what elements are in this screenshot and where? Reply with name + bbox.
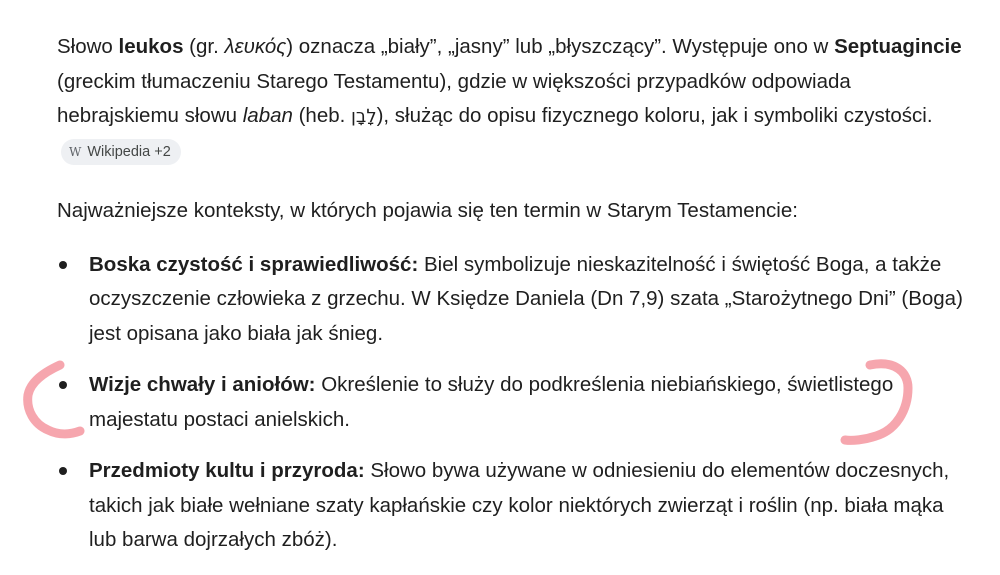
contexts-list: [57, 248, 967, 558]
intro-text-5: (heb.: [292, 104, 352, 127]
intro-text-1: Słowo: [57, 35, 119, 58]
contexts-intro: Najważniejsze konteksty, w których pojawia się ten termin w Starym Testamencie:: [57, 199, 798, 222]
list-item: [57, 454, 967, 558]
intro-text-2: (gr.: [183, 35, 225, 58]
bullet-icon: [59, 381, 67, 389]
intro-text-6: ), służąc do opisu fizycznego koloru, jak i symboliki czystości.: [376, 104, 933, 127]
source-chip-label: Wikipedia +2: [87, 143, 171, 160]
list-item: [57, 368, 967, 437]
list-item-text: Biel symbolizuje nieskazitelność i świętość Boga, a także oczyszczenie człowieka z grzechu. W Księdze Daniela (Dn 7,9) szata „Starożytnego Dni” (Boga) jest opisana jako biała jak śnieg.: [89, 252, 963, 345]
hebrew-word: לָבָן: [351, 106, 377, 127]
list-item-text: Słowo bywa używane w odniesieniu do elementów doczesnych, takich jak białe wełniane szaty kapłańskie czy kolor niektórych zwierząt i roślin (np. biała mąka lub barwa dojrzałych zbóż).: [89, 459, 950, 551]
intro-text-4: (greckim tłumaczeniu Starego Testamentu), gdzie w większości przypadków odpowiada hebrajskiemu słowu: [57, 69, 851, 127]
greek-word: λευκός: [224, 35, 287, 58]
source-chip-wikipedia[interactable]: [61, 139, 181, 165]
list-item-title: Boska czystość i sprawiedliwość:: [89, 252, 419, 276]
wikipedia-icon: W: [69, 144, 82, 159]
term-laban: laban: [242, 104, 293, 127]
list-item-text: Określenie to służy do podkreślenia niebiańskiego, świetlistego majestatu postaci anielskich.: [89, 373, 894, 431]
list-item: [57, 248, 967, 352]
response-body: [57, 30, 967, 575]
intro-paragraph: [57, 30, 967, 169]
list-item-title: Przedmioty kultu i przyroda:: [89, 459, 365, 482]
intro-text-3: ) oznacza „biały”, „jasny” lub „błyszczący”. Występuje ono w: [286, 35, 835, 58]
bullet-icon: [59, 261, 67, 269]
term-leukos: leukos: [118, 35, 184, 58]
bullet-icon: [59, 467, 67, 475]
term-septuagint: Septuagincie: [834, 35, 962, 58]
list-item-title: Wizje chwały i aniołów:: [89, 373, 316, 396]
